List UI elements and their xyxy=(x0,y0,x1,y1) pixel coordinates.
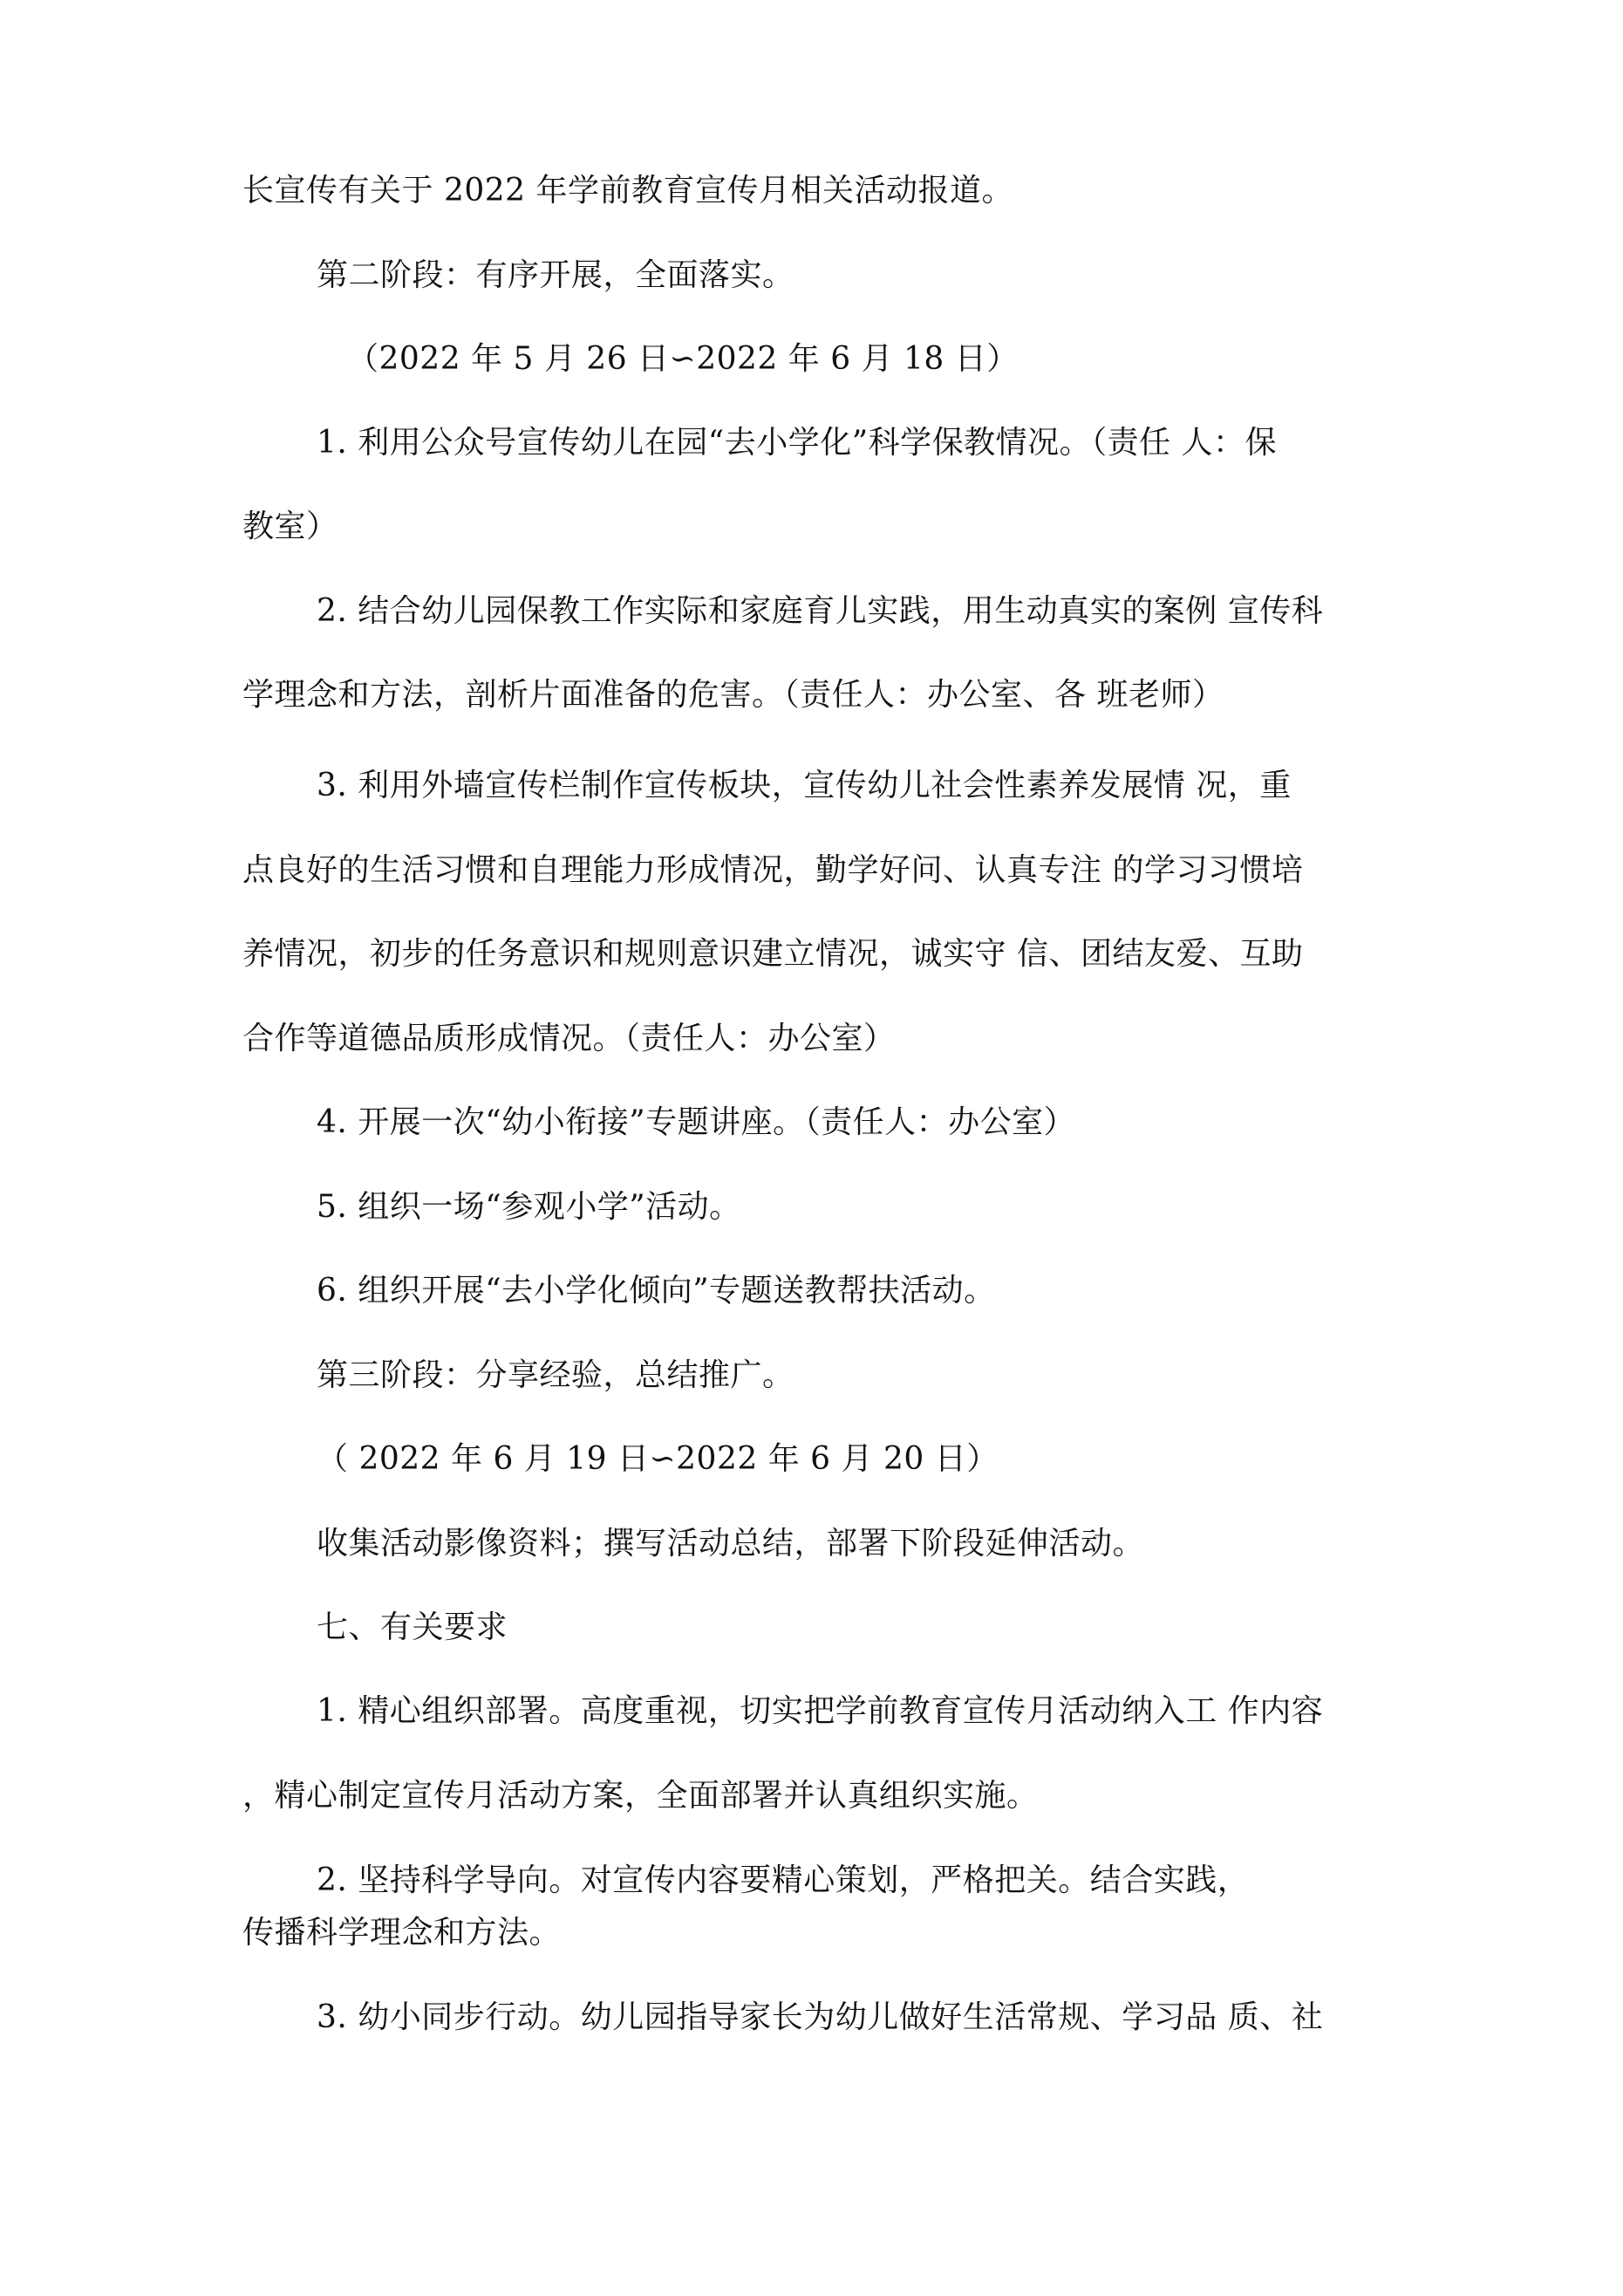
list-item-5: 5. 组织一场“参观小学”活动。 xyxy=(317,1189,741,1225)
section-heading-requirements: 七、有关要求 xyxy=(317,1609,508,1645)
text-line: 传播科学理念和方法。 xyxy=(242,1915,562,1951)
section-heading-stage-two: 第二阶段：有序开展，全面落实。 xyxy=(317,257,794,293)
section-heading-stage-three: 第三阶段：分享经验，总结推广。 xyxy=(317,1357,794,1393)
requirement-item-1: 1. 精心组织部署。高度重视，切实把学前教育宣传月活动纳入工 作内容 xyxy=(317,1693,1324,1729)
text-line: 长宣传有关于 2022 年学前教育宣传月相关活动报道。 xyxy=(242,173,1014,208)
requirement-item-3: 3. 幼小同步行动。幼儿园指导家长为幼儿做好生活常规、学习品 质、社 xyxy=(317,1999,1324,2035)
text-line: 学理念和方法，剖析片面准备的危害。（责任人：办公室、各 班老师） xyxy=(242,677,1224,713)
list-item-3: 3. 利用外墙宣传栏制作宣传板块，宣传幼儿社会性素养发展情 况，重 xyxy=(317,768,1292,803)
list-item-4: 4. 开展一次“幼小衔接”专题讲座。（责任人：办公室） xyxy=(317,1104,1076,1140)
text-line: ，精心制定宣传月活动方案，全面部署并认真组织实施。 xyxy=(242,1778,1039,1814)
date-range-stage-three: （ 2022 年 6 月 19 日∽2022 年 6 月 20 日） xyxy=(317,1441,999,1477)
date-range-stage-two: （2022 年 5 月 26 日∽2022 年 6 月 18 日） xyxy=(347,341,1019,377)
list-item-1: 1. 利用公众号宣传幼儿在园“去小学化”科学保教情况。（责任 人：保 xyxy=(317,425,1278,461)
text-line: 养情况，初步的任务意识和规则意识建立情况，诚实守 信、团结友爱、互助 xyxy=(242,936,1304,972)
text-line: 教室） xyxy=(242,509,338,544)
list-item-6: 6. 组织开展“去小学化倾向”专题送教帮扶活动。 xyxy=(317,1273,996,1309)
text-line: 合作等道德品质形成情况。（责任人：办公室） xyxy=(242,1021,896,1056)
requirement-item-2: 2. 坚持科学导向。对宣传内容要精心策划，严格把关。结合实践， xyxy=(317,1862,1250,1898)
text-line: 点良好的生活习惯和自理能力形成情况，勤学好问、认真专注 的学习习惯培 xyxy=(242,852,1304,888)
list-item-2: 2. 结合幼儿园保教工作实际和家庭育儿实践，用生动真实的案例 宣传科 xyxy=(317,593,1324,629)
text-line: 收集活动影像资料；撰写活动总结，部署下阶段延伸活动。 xyxy=(317,1526,1145,1561)
